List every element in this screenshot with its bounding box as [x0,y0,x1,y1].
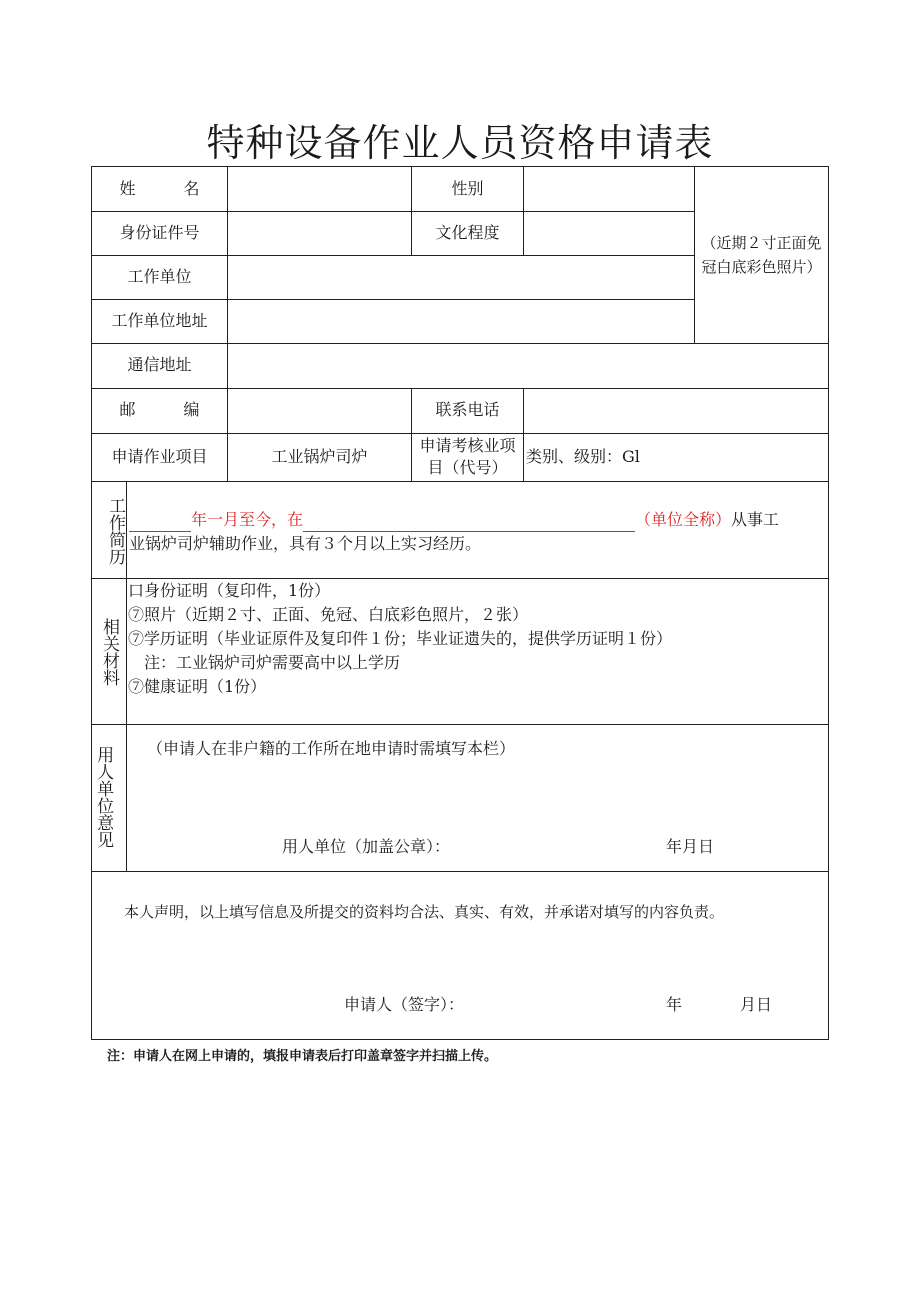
education-label: 文化程度 [435,222,500,242]
employer-address-field[interactable] [228,299,694,343]
employer-opinion-label: 用人单位意见 [93,746,114,848]
footnote: 注：申请人在网上申请的，填报申请表后打印盖章签字并扫描上传。 [107,1049,498,1064]
application-form-table [91,166,829,1040]
employer-opinion-instruction: （申请人在非户籍的工作所在地申请时需填写本栏） [147,739,516,758]
name-field[interactable] [228,167,411,211]
apply-item-label: 申请作业项目 [111,446,208,466]
material-item[interactable]: ⑦学历证明（毕业证原件及复印件１份；毕业证遗失的，提供学历证明１份） [128,629,673,648]
resume-label: 工作简历 [105,497,125,565]
declaration-text: 本人声明，以上填写信息及所提交的资料均合法、真实、有效，并承诺对填写的内容负责。 [124,903,725,921]
resume-tail-2: 业锅炉司炉辅助作业，具有３个月以上实习经历。 [129,534,482,553]
id-number-label: 身份证件号 [119,222,200,242]
phone-field[interactable] [524,388,828,433]
employer-label: 工作单位 [127,266,192,286]
employer-field[interactable] [228,255,694,299]
resume-year-text: 年一月至今，在 [191,510,304,529]
education-field[interactable] [524,211,694,255]
resume-tail-1: 从事工 [731,510,780,529]
materials-list [128,579,826,699]
resume-unit-text: （单位全称） [635,510,732,529]
postcode-label: 邮 编 [119,400,200,420]
employer-seal-label: 用人单位（加盖公章）： [282,837,451,856]
mailing-address-field[interactable] [228,343,828,388]
material-item[interactable]: 口身份证明（复印件，1份） [128,581,331,600]
employer-address-label: 工作单位地址 [111,310,208,330]
name-label: 姓 名 [119,178,200,198]
material-note: 注：工业锅炉司炉需要高中以上学历 [128,653,401,672]
signature-year: 年 [666,995,683,1014]
signature-monthday: 月日 [740,995,773,1014]
exam-item-label: 申请考核业项目（代号） [419,436,516,477]
page-title: 特种设备作业人员资格申请表 [206,121,714,165]
photo-note: （近期２寸正面免冠白底彩色照片） [701,234,822,276]
id-number-field[interactable] [228,211,411,255]
mailing-address-label: 通信地址 [127,355,192,375]
photo-area [695,167,828,343]
employer-opinion-date: 年月日 [666,837,715,856]
signature-label: 申请人（签字）： [344,995,465,1014]
phone-label: 联系电话 [435,400,500,420]
resume-content[interactable] [129,508,827,556]
apply-item-value[interactable]: 工业锅炉司炉 [271,446,368,466]
postcode-field[interactable] [228,388,411,433]
material-item[interactable]: ⑦照片（近期２寸、正面、免冠、白底彩色照片，２张） [128,605,529,624]
materials-label: 相关材料 [99,617,120,686]
exam-item-value[interactable]: 类别、级别：Gl [526,446,640,466]
material-item[interactable]: ⑦健康证明（1份） [128,677,267,696]
gender-label: 性别 [451,178,484,198]
gender-field[interactable] [524,167,694,211]
